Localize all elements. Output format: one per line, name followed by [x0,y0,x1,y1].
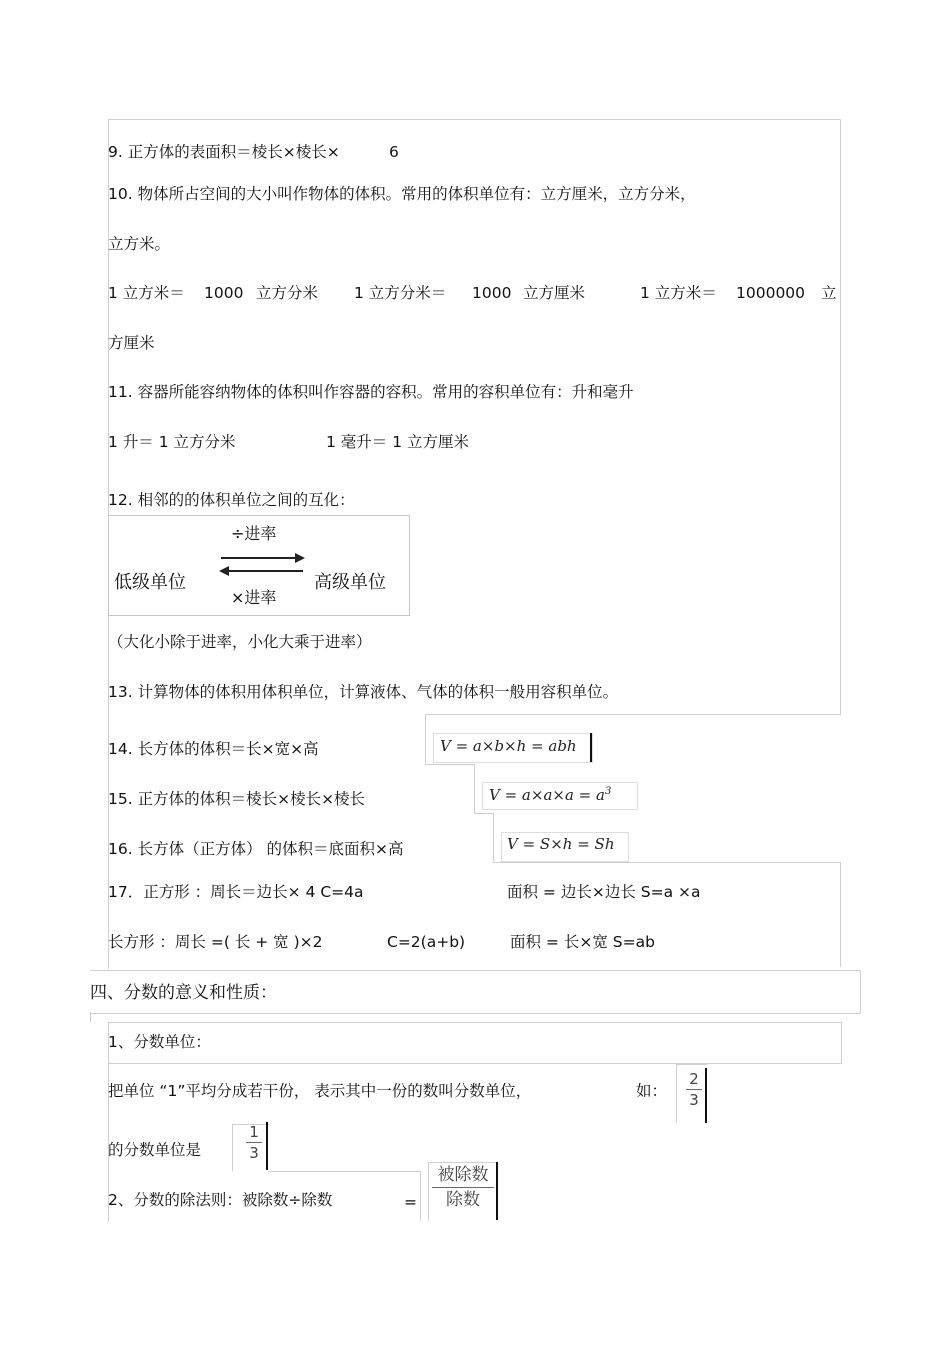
item-12-text: 12. 相邻的的体积单位之间的互化： [108,491,355,509]
diagram-right-label: 高级单位 [314,572,386,593]
division-fraction [432,1164,494,1211]
formula-border-mark [590,733,592,762]
example-fraction-denominator: 3 [689,1091,699,1109]
item-9-text: 9. 正方体的表面积＝棱长×棱长× [108,143,340,161]
cube-volume-formula [489,786,611,804]
table-border [493,813,494,863]
fraction-unit-heading: 1、分数单位： [108,1033,211,1051]
example-fraction [686,1070,702,1109]
item-15-text: 15. 正方体的体积＝棱长×棱长×棱长 [108,790,366,808]
item-17-square-area: 面积 = 边长×边长 S=a ×a [507,883,701,901]
capacity-conversion-2: 1 毫升＝ 1 立方厘米 [326,433,470,451]
fraction-unit-definition: 把单位 “1”平均分成若干份， 表示其中一份的数叫分数单位， [108,1082,532,1100]
example-fraction-numerator: 2 [689,1070,699,1088]
fraction-bar [246,1142,262,1143]
conversion-1-unit: 立方分米 [256,284,319,302]
table-border [474,813,494,814]
cuboid-volume-formula: V = a×b×h = abh [440,737,577,755]
table-border [425,764,475,765]
table-border [268,1171,420,1172]
unit-fraction [246,1123,262,1162]
item-13-text: 13. 计算物体的体积用体积单位，计算液体、气体的体积一般用容积单位。 [108,683,619,701]
item-9-value: 6 [389,143,399,161]
item-10-text: 10. 物体所占空间的大小叫作物体的体积。常用的体积单位有：立方厘米，立方分米， [108,185,696,203]
table-border [108,119,841,120]
table-border [493,862,841,863]
diagram-top-label: ÷进率 [231,524,277,543]
conversion-2-unit: 立方厘米 [523,284,586,302]
capacity-conversion-1: 1 升＝ 1 立方分米 [108,433,236,451]
fraction-example-label: 如： [636,1082,668,1100]
cube-volume-exponent: 3 [604,786,612,797]
table-border [425,714,841,715]
fraction-division-rule: 2、分数的除法则：被除数÷除数 [108,1191,333,1209]
conversion-3-label: 1 立方米＝ [640,284,717,302]
rectangle-perimeter-formula: C=2(a+b) [387,933,466,951]
formula-border-mark [266,1122,268,1170]
division-equals-sign: = [404,1193,417,1211]
rectangle-area: 面积 = 长×宽 S=ab [510,933,655,951]
formula-border-mark [705,1068,707,1123]
rectangle-perimeter: 长方形 ：周长 =( 长 + 宽 )×2 [108,933,323,951]
table-border [420,1171,421,1221]
table-border [425,714,426,764]
conversion-3-unit-start: 立 [821,284,837,302]
fraction-bar [432,1187,494,1188]
item-14-text: 14. 长方体的体积＝长×宽×高 [108,740,319,758]
conversion-1-label: 1 立方米＝ [108,284,185,302]
table-border [840,119,841,715]
diagram-left-label: 低级单位 [114,572,186,593]
table-border [840,862,841,967]
conversion-3-value: 1000000 [736,284,806,302]
item-17-square-perimeter: 17．正方形 ：周长＝边长× 4 C=4a [108,883,364,901]
table-border [90,1012,91,1022]
table-border [474,764,475,814]
dividend-label: 被除数 [437,1165,489,1185]
fraction-bar [686,1089,702,1090]
conversion-3-unit-end: 方厘米 [108,334,155,352]
base-area-volume-formula: V = S×h = Sh [507,835,615,853]
conversion-1-value: 1000 [204,284,244,302]
conversion-2-value: 1000 [472,284,512,302]
unit-fraction-numerator: 1 [249,1123,259,1141]
unit-conversion-diagram [108,515,410,616]
item-11-text: 11. 容器所能容纳物体的体积叫作容器的容积。常用的容积单位有：升和毫升 [108,383,634,401]
conversion-2-label: 1 立方分米＝ [354,284,447,302]
item-10-continuation: 立方米。 [108,235,171,253]
unit-fraction-denominator: 3 [249,1144,259,1162]
fraction-unit-of-label: 的分数单位是 [108,1141,202,1159]
section-4-heading: 四、分数的意义和性质： [90,983,277,1003]
divisor-label: 除数 [446,1190,480,1210]
item-16-text: 16. 长方体（正方体） 的体积＝底面积×高 [108,840,404,858]
item-12-note: （大化小除于进率，小化大乘于进率） [108,633,372,651]
subsection-box [108,1022,842,1064]
cube-volume-formula-body: V = a×a×a = a [489,786,605,804]
diagram-bottom-label: ×进率 [231,588,277,607]
formula-border-mark [496,1162,498,1220]
